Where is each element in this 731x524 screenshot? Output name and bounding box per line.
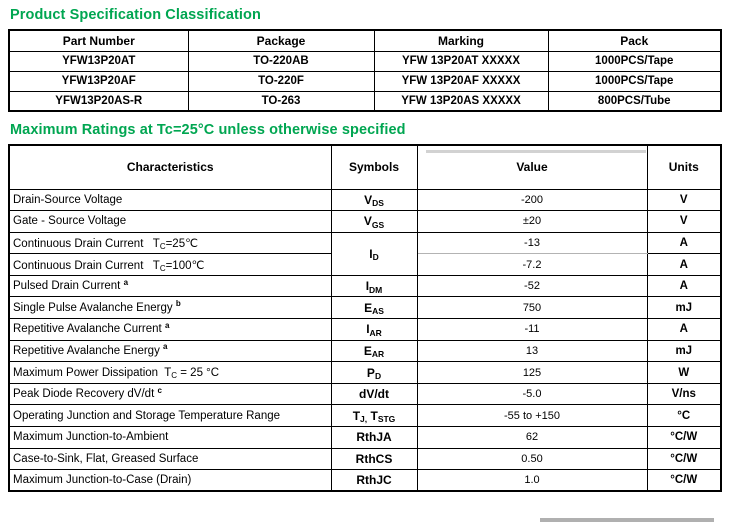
ratings-table-row: [9, 427, 721, 449]
spec-header-row: [9, 30, 721, 51]
ratings-table-row: [9, 448, 721, 470]
characteristic-cell: Repetitive Avalanche Current $^a$: [9, 319, 331, 341]
package-cell: TO-220F: [188, 71, 374, 91]
pack-cell: 1000PCS/Tape: [548, 51, 721, 71]
ratings-table-row: [9, 232, 721, 254]
spec-table-row: [9, 71, 721, 91]
value-cell: -13: [417, 232, 647, 254]
ratings-table-row: [9, 340, 721, 362]
value-cell: -7.2: [417, 254, 647, 276]
value-cell: -11: [417, 319, 647, 341]
characteristic-cell: Continuous Drain Current $T_C=25℃$: [9, 232, 331, 254]
part-number-cell: YFW13P20AF: [9, 71, 188, 91]
ratings-header-units: Units: [647, 145, 721, 189]
symbol-cell: $T_{J,}$ $T_{STG}$: [331, 405, 417, 427]
ratings-header-symbols: Symbols: [331, 145, 417, 189]
ratings-table-row: [9, 297, 721, 319]
spec-table-row: [9, 51, 721, 71]
pack-cell: 800PCS/Tube: [548, 91, 721, 111]
ratings-table-row: [9, 405, 721, 427]
symbol-cell: $V_{GS}$: [331, 211, 417, 233]
ratings-table-row: [9, 275, 721, 297]
units-cell: A: [647, 319, 721, 341]
value-cell: -55 to +150: [417, 405, 647, 427]
ratings-header-row: [9, 145, 721, 189]
characteristic-cell: Case-to-Sink, Flat, Greased Surface: [9, 448, 331, 470]
product-spec-table: [8, 29, 722, 112]
ratings-table-row: [9, 189, 721, 211]
part-number-cell: YFW13P20AS-R: [9, 91, 188, 111]
value-cell: 13: [417, 340, 647, 362]
symbol-cell: $I_{DM}$: [331, 275, 417, 297]
units-cell: mJ: [647, 340, 721, 362]
characteristic-cell: Repetitive Avalanche Energy $^a$: [9, 340, 331, 362]
section-title-max-ratings: Maximum Ratings at Tc=25°C unless otherwise specified: [10, 122, 406, 138]
ratings-table-row: [9, 362, 721, 384]
spec-header-package: Package: [188, 30, 374, 51]
ratings-table-row: [9, 319, 721, 341]
ratings-table-row: [9, 470, 721, 492]
ratings-header-characteristics: Characteristics: [9, 145, 331, 189]
characteristic-cell: Drain-Source Voltage: [9, 189, 331, 211]
value-cell: ±20: [417, 211, 647, 233]
units-cell: A: [647, 254, 721, 276]
spec-table-row: [9, 91, 721, 111]
section-title-product-spec: Product Specification Classification: [10, 7, 261, 23]
units-cell: V: [647, 211, 721, 233]
units-cell: mJ: [647, 297, 721, 319]
characteristic-cell: Maximum Junction-to-Ambient: [9, 427, 331, 449]
part-number-cell: YFW13P20AT: [9, 51, 188, 71]
ratings-header-value: Value: [417, 145, 647, 189]
characteristic-cell: Continuous Drain Current $T_C=100℃$: [9, 254, 331, 276]
symbol-cell: $E_{AS}$: [331, 297, 417, 319]
value-cell: -200: [417, 189, 647, 211]
symbol-cell: RthJA: [331, 427, 417, 449]
characteristic-cell: Maximum Power Dissipation $T_C = 25$ °C: [9, 362, 331, 384]
ratings-table-row: [9, 383, 721, 405]
symbol-cell: RthCS: [331, 448, 417, 470]
package-cell: TO-263: [188, 91, 374, 111]
scan-artifact-bottom: [540, 518, 714, 522]
units-cell: V: [647, 189, 721, 211]
symbol-cell: $I_{AR}$: [331, 319, 417, 341]
value-cell: 125: [417, 362, 647, 384]
units-cell: W: [647, 362, 721, 384]
units-cell: °C/W: [647, 448, 721, 470]
package-cell: TO-220AB: [188, 51, 374, 71]
symbol-cell: $I_D$: [331, 232, 417, 275]
value-cell: -52: [417, 275, 647, 297]
value-cell: 0.50: [417, 448, 647, 470]
characteristic-cell: Single Pulse Avalanche Energy $^b$: [9, 297, 331, 319]
spec-header-part-number: Part Number: [9, 30, 188, 51]
value-cell: -5.0: [417, 383, 647, 405]
characteristic-cell: Maximum Junction-to-Case (Drain): [9, 470, 331, 492]
spec-header-pack: Pack: [548, 30, 721, 51]
marking-cell: YFW 13P20AT XXXXX: [374, 51, 548, 71]
symbol-cell: RthJC: [331, 470, 417, 492]
units-cell: A: [647, 275, 721, 297]
pack-cell: 1000PCS/Tape: [548, 71, 721, 91]
characteristic-cell: Operating Junction and Storage Temperature Range: [9, 405, 331, 427]
symbol-cell: dV/dt: [331, 383, 417, 405]
value-cell: 750: [417, 297, 647, 319]
spec-header-marking: Marking: [374, 30, 548, 51]
ratings-table-row: [9, 211, 721, 233]
units-cell: °C/W: [647, 470, 721, 492]
max-ratings-table: [8, 144, 722, 492]
marking-cell: YFW 13P20AS XXXXX: [374, 91, 548, 111]
characteristic-cell: Peak Diode Recovery dV/dt $^c$: [9, 383, 331, 405]
units-cell: A: [647, 232, 721, 254]
units-cell: V/ns: [647, 383, 721, 405]
symbol-cell: $E_{AR}$: [331, 340, 417, 362]
characteristic-cell: Gate - Source Voltage: [9, 211, 331, 233]
symbol-cell: $V_{DS}$: [331, 189, 417, 211]
characteristic-cell: Pulsed Drain Current $^a$: [9, 275, 331, 297]
marking-cell: YFW 13P20AF XXXXX: [374, 71, 548, 91]
symbol-cell: $P_D$: [331, 362, 417, 384]
units-cell: °C: [647, 405, 721, 427]
units-cell: °C/W: [647, 427, 721, 449]
value-cell: 1.0: [417, 470, 647, 492]
value-cell: 62: [417, 427, 647, 449]
